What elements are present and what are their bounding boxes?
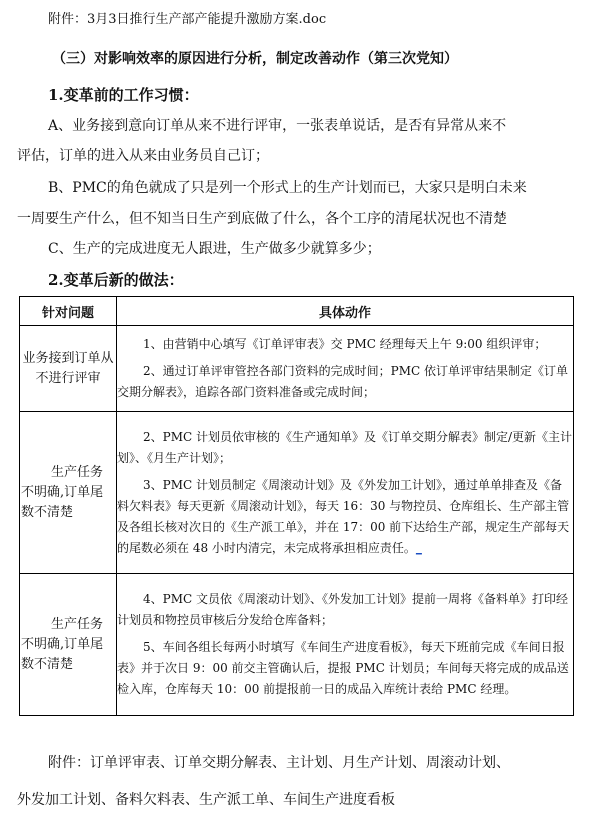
after-heading: 2.变革后新的做法： <box>48 271 184 289</box>
link-underscore[interactable]: _ <box>415 540 422 555</box>
attachment-list-line1: 附件：订单评审表、订单交期分解表、主计划、月生产计划、周滚动计划、 <box>48 755 510 771</box>
item-b-line1: B、PMC的角色就成了只是列一个形式上的生产计划而已，大家只是明白未来 <box>48 180 527 196</box>
action-text: 5、车间各组长每两小时填写《车间生产进度看板》，每天下班前完成《车间日报表》并于次日 9：00 前交主管确认后，提报 PMC 计划员；车间每天将完成的成品送检入库，仓库每天 10：00 前提报前一日的成品入库统计表给 PMC 经理。 <box>117 640 569 696</box>
attachment-list-line2: 外发加工计划、备料欠料表、生产派工单、车间生产进度看板 <box>17 792 395 808</box>
item-a-line1: A、业务接到意向订单从来不进行评审，一张表单说话，是否有异常从来不 <box>48 118 507 134</box>
action-cell <box>117 412 574 574</box>
before-heading: 1.变革前的工作习惯： <box>48 86 199 104</box>
action-text: 2、PMC 计划员依审核的《生产通知单》及《订单交期分解表》制定/更新《主计划》、《月生产计划》； <box>117 429 573 465</box>
table-row <box>20 574 574 716</box>
table-header-row <box>20 297 574 326</box>
action-cell <box>117 574 574 716</box>
header-issue: 针对问题 <box>20 297 117 326</box>
action-cell <box>117 326 574 412</box>
action-text <box>117 475 573 559</box>
action-text: 4、PMC 文员依《周滚动计划》、《外发加工计划》提前一周将《备料单》打印经计划员和物控员审核后分发给仓库备料； <box>117 592 568 627</box>
item-b-line2: 一周要生产什么，但不知当日生产到底做了什么，各个工序的清尾状况也不清楚 <box>17 211 507 227</box>
issue-cell: 业务接到订单从不进行评审 <box>20 326 117 412</box>
issue-cell: 生产任务不明确,订单尾数不清楚 <box>20 412 117 574</box>
action-text-body: 3、PMC 计划员制定《周滚动计划》及《外发加工计划》，通过单单排查及《备料欠料表》每天更新《周滚动计划》，每天 16：30 与物控员、仓库组长、生产部主管及各组长核对次日的《生产派工单》，并在 17：00 前下达给生产部，规定生产部每天的尾数必须在 48 小时内清完，未完成将承担相应责任。 <box>117 477 570 555</box>
table-row <box>20 326 574 412</box>
item-c-line1: C、生产的完成进度无人跟进，生产做多少就算多少； <box>48 241 381 257</box>
table-row <box>20 412 574 574</box>
header-action: 具体动作 <box>117 297 574 326</box>
section-heading: （三）对影响效率的原因进行分析，制定改善动作（第三次党知） <box>52 51 458 67</box>
action-text: 2、通过订单评审管控各部门资料的完成时间；PMC 依订单评审结果制定《订单交期分解表》，追踪各部门资料准备或完成时间； <box>117 364 568 399</box>
issue-cell: 生产任务不明确,订单尾数不清楚 <box>20 574 117 716</box>
action-text: 1、由营销中心填写《订单评审表》交 PMC 经理每天上午 9:00 组织评审； <box>143 337 547 351</box>
item-a-line2: 评估，订单的进入从来由业务员自己订； <box>17 148 269 164</box>
attachment-reference: 附件：3月3日推行生产部产能提升激励方案.doc <box>48 12 327 27</box>
actions-table <box>19 296 574 716</box>
